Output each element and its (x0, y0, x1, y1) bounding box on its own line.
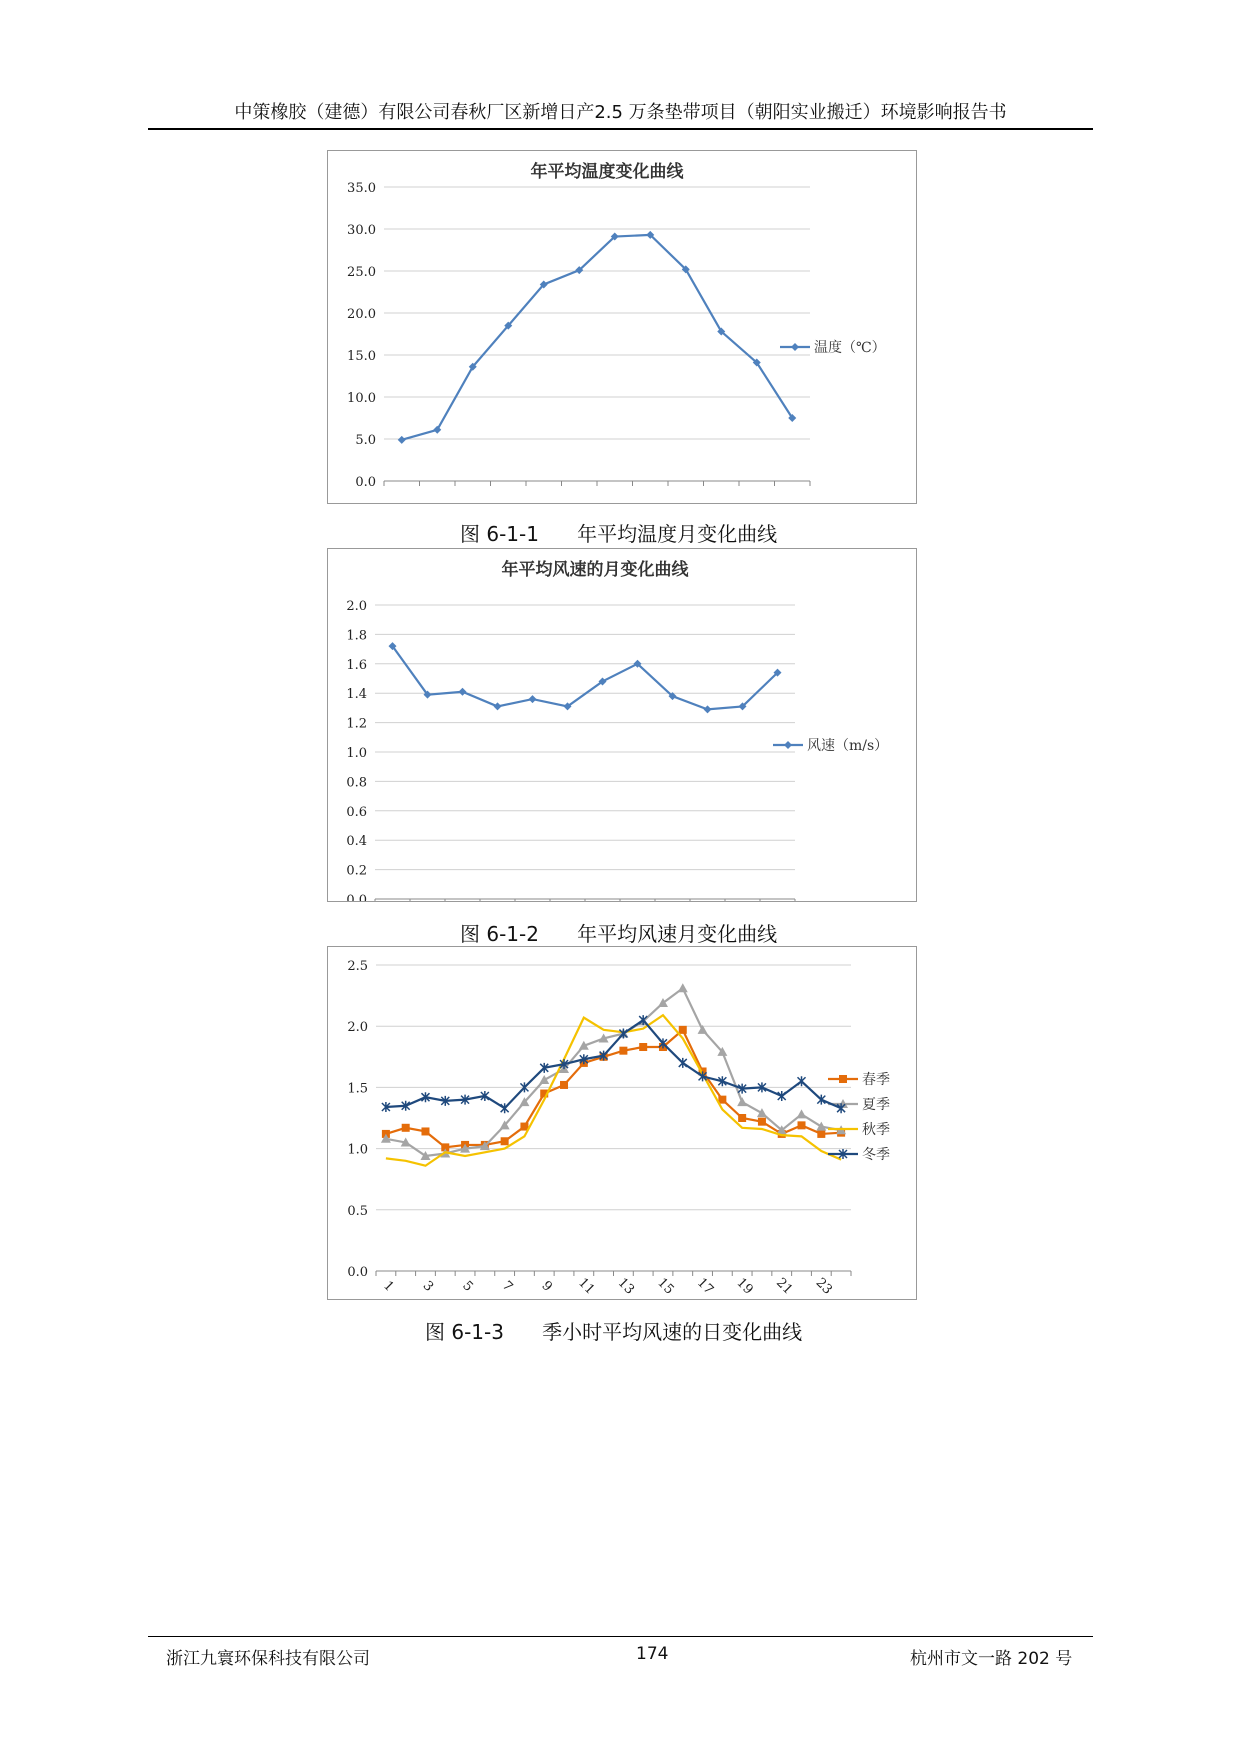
data-point (402, 1124, 410, 1132)
data-point (679, 1026, 687, 1034)
data-point (816, 1122, 826, 1131)
data-point (797, 1109, 807, 1118)
y-tick-label: 1.4 (346, 687, 367, 703)
y-tick-label: 1.8 (346, 628, 367, 644)
header-rule (148, 128, 1093, 130)
series-line (386, 988, 841, 1156)
y-tick-label: 2.0 (346, 599, 367, 614)
series-line (402, 235, 793, 440)
legend-marker (784, 741, 792, 749)
legend-label: 夏季 (862, 1097, 890, 1113)
chart-wind-monthly (327, 548, 917, 902)
legend-marker (839, 1075, 847, 1083)
footer-rule (148, 1636, 1093, 1637)
data-point (704, 705, 712, 713)
footer-company: 浙江九寰环保科技有限公司 (166, 1649, 370, 1669)
y-tick-label: 1.0 (347, 1142, 368, 1158)
data-point (398, 436, 406, 444)
legend-label: 风速（m/s） (807, 738, 889, 754)
data-point (539, 1075, 549, 1084)
x-tick-label: 9 (538, 1278, 555, 1295)
data-point (494, 702, 502, 710)
x-tick-label: 5 (459, 1278, 476, 1295)
data-point (619, 1047, 627, 1055)
data-point (459, 688, 467, 696)
series-line (393, 646, 778, 709)
footer-page-number: 174 (636, 1644, 669, 1664)
legend-label: 春季 (862, 1072, 890, 1088)
data-point (837, 1103, 845, 1113)
data-point (757, 1108, 767, 1117)
y-tick-label: 0.6 (346, 804, 367, 820)
data-point (758, 1118, 766, 1126)
chart-wind-daily-svg (328, 947, 916, 1299)
legend-label: 冬季 (862, 1147, 890, 1163)
caption-fig3: 图 6-1-3 季小时平均风速的日变化曲线 (425, 1320, 803, 1344)
y-tick-label: 1.0 (346, 746, 367, 761)
data-point (798, 1076, 806, 1086)
page-header: 中策橡胶（建德）有限公司春秋厂区新增日产2.5 万条垫带项目（朝阳实业搬迁）环境影响报告书 (234, 102, 1007, 123)
data-point (529, 695, 537, 703)
data-point (737, 1097, 747, 1106)
x-tick-label: 1 (380, 1278, 397, 1295)
x-tick-label: 7 (498, 1278, 516, 1295)
chart-title: 年平均温度变化曲线 (530, 162, 684, 182)
chart-temperature (327, 150, 917, 504)
series-line (386, 1015, 841, 1166)
series-line (386, 1030, 841, 1148)
x-tick-label: 17 (693, 1275, 717, 1298)
y-tick-label: 0.2 (346, 863, 367, 879)
chart-wind-monthly-svg (328, 549, 916, 901)
data-point (798, 1121, 806, 1129)
data-point (501, 1103, 509, 1113)
y-tick-label: 0.0 (346, 893, 367, 901)
data-point (421, 1127, 429, 1135)
y-tick-label: 15.0 (347, 349, 376, 364)
chart-title: 年平均风速的月变化曲线 (501, 560, 689, 580)
data-point (817, 1095, 825, 1105)
data-point (679, 1058, 687, 1068)
x-tick-label: 19 (733, 1275, 756, 1298)
data-point (817, 1130, 825, 1138)
data-point (639, 1043, 647, 1051)
footer-address: 杭州市文一路 202 号 (910, 1649, 1073, 1669)
y-tick-label: 0.8 (346, 775, 367, 791)
y-tick-label: 0.5 (347, 1203, 368, 1219)
data-point (501, 1137, 509, 1145)
y-tick-label: 2.0 (347, 1020, 368, 1036)
y-tick-label: 25.0 (347, 265, 376, 280)
y-tick-label: 30.0 (347, 223, 376, 238)
x-tick-label: 23 (812, 1275, 835, 1298)
legend-label: 温度（℃） (814, 340, 886, 356)
data-point (678, 983, 688, 992)
data-point (738, 1114, 746, 1122)
legend-marker (791, 343, 799, 351)
y-tick-label: 1.2 (346, 716, 367, 732)
chart-temperature-svg (328, 151, 916, 503)
chart-wind-daily (327, 946, 917, 1300)
y-tick-label: 1.6 (346, 657, 367, 673)
data-point (778, 1091, 786, 1101)
y-tick-label: 1.5 (347, 1081, 368, 1097)
series-line (386, 1020, 841, 1108)
caption-fig2: 图 6-1-2 年平均风速月变化曲线 (460, 922, 778, 946)
y-tick-label: 0.0 (355, 475, 376, 490)
x-tick-label: 3 (419, 1278, 437, 1295)
data-point (560, 1081, 568, 1089)
y-tick-label: 35.0 (347, 181, 376, 196)
x-tick-label: 11 (575, 1275, 598, 1298)
y-tick-label: 5.0 (355, 433, 376, 448)
y-tick-label: 2.5 (347, 959, 368, 974)
y-tick-label: 0.0 (347, 1265, 368, 1280)
caption-fig1: 图 6-1-1 年平均温度月变化曲线 (460, 522, 778, 546)
x-tick-label: 15 (654, 1275, 677, 1298)
y-tick-label: 20.0 (347, 307, 376, 322)
x-tick-label: 13 (614, 1275, 638, 1298)
x-tick-label: 21 (773, 1275, 796, 1298)
legend-label: 秋季 (862, 1122, 890, 1138)
y-tick-label: 0.4 (346, 834, 367, 850)
y-tick-label: 10.0 (347, 391, 376, 406)
